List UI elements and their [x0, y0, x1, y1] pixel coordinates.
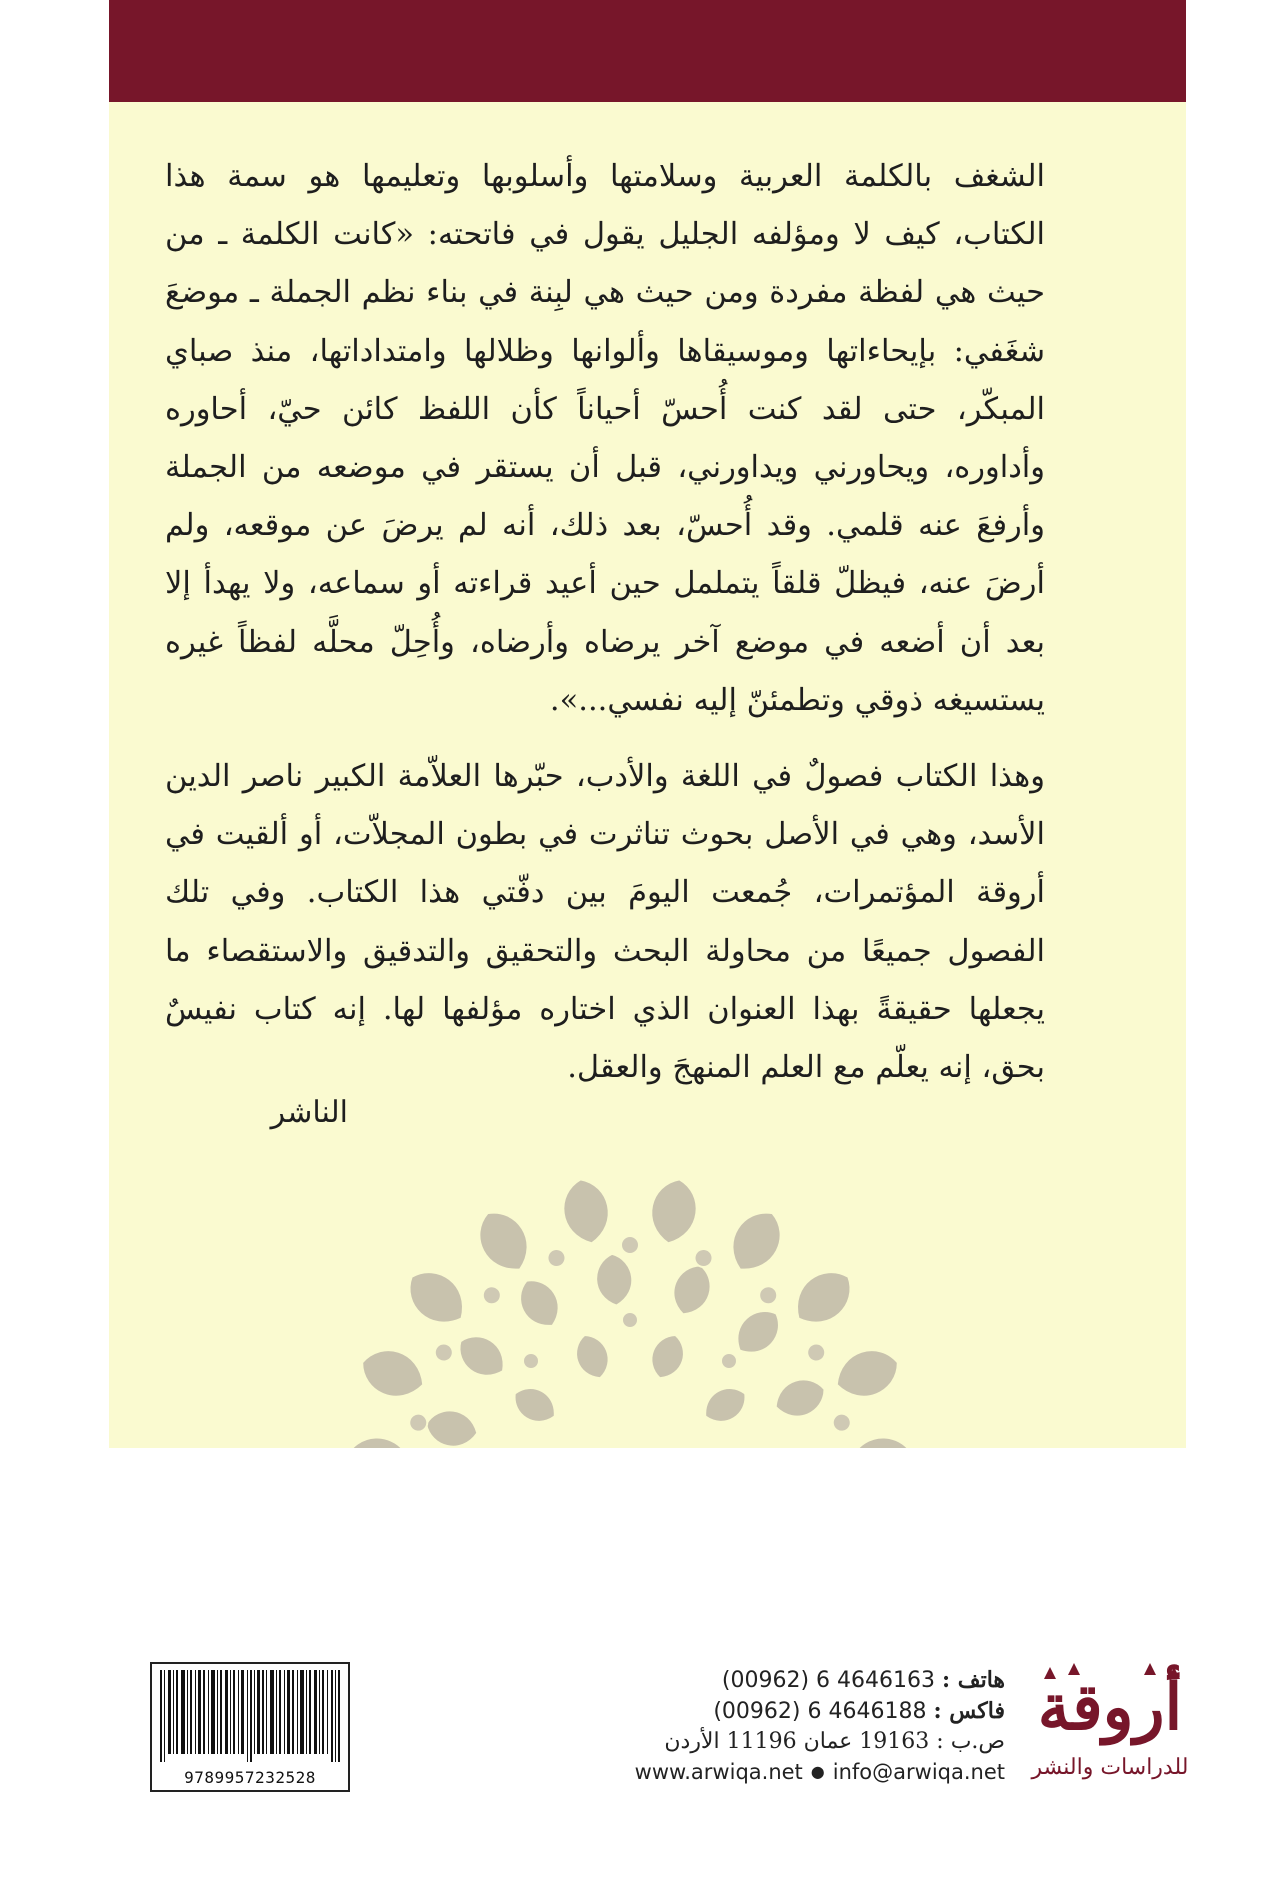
phone-label: هاتف :	[942, 1667, 1005, 1693]
fax-number: (00962) 6 4646188	[713, 1699, 927, 1724]
publisher-contact	[485, 1665, 1005, 1787]
phone-row	[485, 1665, 1005, 1696]
logo-name: أروقة	[1037, 1670, 1183, 1745]
po-box: ص.ب : 19163 عمان 11196 الأردن	[664, 1729, 1005, 1754]
fax-label: فاكس :	[933, 1698, 1005, 1724]
bullet-icon: ●	[810, 1762, 825, 1781]
barcode	[150, 1662, 350, 1792]
phone-number: (00962) 6 4646163	[721, 1668, 936, 1693]
barcode-bars-icon	[160, 1670, 340, 1762]
blurb-paragraph-1: الشغف بالكلمة العربية وسلامتها وأسلوبها وتعليمها هو سمة هذا الكتاب، كيف لا ومؤلفه الجليل يقول في فاتحته: «كانت الكلمة ـ من حيث هي لفظة مفردة ومن حيث هي لبِنة في بناء نظم الجملة ـ موضعَ شغَفي: بإيحاءاتها وموسيقاها وألوانها وظلالها وامتداداتها، منذ صباي المبكّر، حتى لقد كنت أُحسّ أحياناً كأن اللفظ كائن حيّ، أحاوره وأداوره، ويحاورني ويداورني، قبل أن يستقر في موضعه من الجملة وأرفعَ عنه قلمي. وقد أُحسّ، بعد ذلك، أنه لم يرضَ عن موقعه، ولم أرضَ عنه، فيظلّ قلقاً يتململ حين أعيد قراءته أو سماعه، ولا يهدأ إلا بعد أن أضعه في موضع آخر يرضاه وأرضاه، وأُحِلّ محلَّه لفظاً غيره يستسيغه ذوقي وتطمئنّ إليه نفسي...».	[165, 159, 1045, 718]
arabesque-ornament-icon	[330, 1140, 930, 1448]
website-link[interactable]: www.arwiqa.net	[634, 1760, 803, 1784]
fax-row	[485, 1696, 1005, 1727]
logo-tagline: للدراسات والنشر	[1031, 1755, 1189, 1780]
publisher-signature: الناشر	[270, 1095, 348, 1130]
isbn-number: 9789957232528	[184, 1768, 316, 1787]
web-row	[485, 1757, 1005, 1787]
email-link[interactable]: info@arwiqa.net	[832, 1760, 1005, 1784]
publisher-logo	[1024, 1655, 1196, 1805]
blurb-paragraph-2: وهذا الكتاب فصولٌ في اللغة والأدب، حبّرها العلاّمة الكبير ناصر الدين الأسد، وهي في الأصل بحوث تناثرت في بطون المجلاّت، أو ألقيت في أروقة المؤتمرات، جُمعت اليومَ بين دفّتي هذا الكتاب. وفي تلك الفصول جميعًا من محاولة البحث والتحقيق والتدقيق والاستقصاء ما يجعلها حقيقةً بهذا العنوان الذي اختاره مؤلفها لها. إنه كتاب نفيسٌ بحق، إنه يعلّم مع العلم المنهجَ والعقل.	[165, 759, 1045, 1086]
top-color-band	[109, 0, 1186, 102]
blurb-text	[165, 148, 1045, 1097]
